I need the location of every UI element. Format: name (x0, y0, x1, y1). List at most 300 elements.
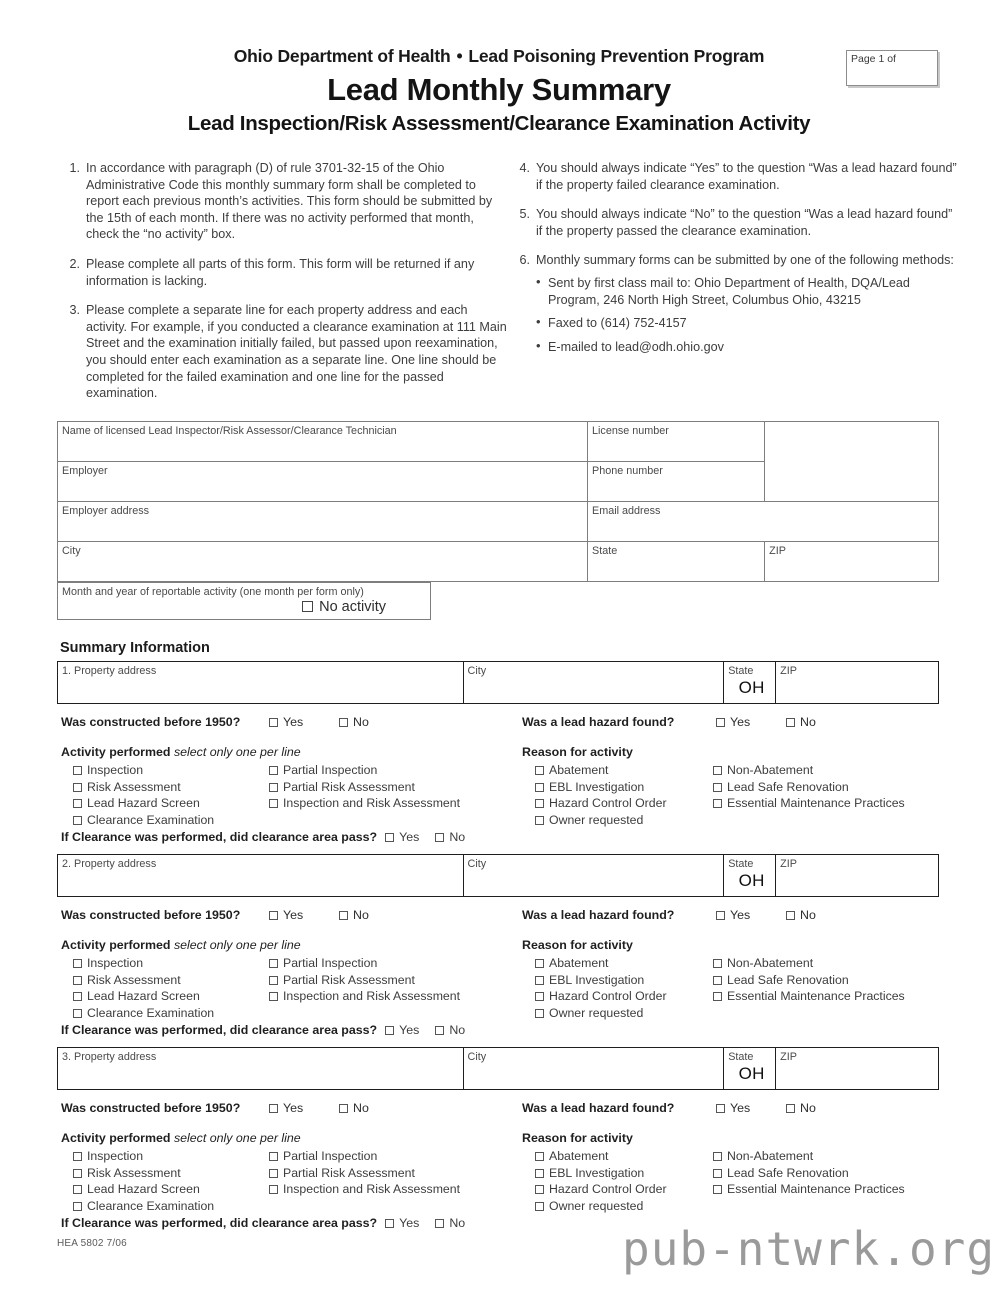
activity-lead-hazard-screen-option[interactable] (73, 989, 200, 1003)
field-employer[interactable] (58, 462, 588, 502)
reason-non-abatement-option[interactable] (713, 956, 813, 970)
checkbox-row (57, 1182, 939, 1199)
clearance-yes-checkbox[interactable] (385, 1026, 394, 1035)
instruction-item (60, 256, 510, 289)
field-inspector-name[interactable] (58, 422, 588, 462)
checkbox-row (57, 973, 939, 990)
activity-inspection-checkbox[interactable] (73, 959, 82, 968)
lead-hazard-found-label: Was a lead hazard found? (522, 1101, 675, 1115)
activity-risk-assessment-option[interactable] (73, 1166, 181, 1180)
table-row (58, 662, 939, 704)
clearance-no-option[interactable] (435, 1216, 465, 1230)
option-label: Yes (730, 908, 751, 922)
reason-essential-maintenance-practices-checkbox[interactable] (713, 992, 722, 1001)
instruction-text: Please complete a separate line for each property address and each activity. For example, if you conducted a clearance examination at 111 Main Street and the examination initially failed, but passed upon reexamination, you should enter each examination as a separate line. One line should be completed for the failed examination and one line for the passed examination. (86, 303, 507, 401)
checkbox-row (57, 1166, 939, 1183)
no-activity-checkbox[interactable] (302, 601, 313, 612)
option-label: No (353, 715, 369, 729)
reason-owner-requested-option[interactable] (535, 1199, 643, 1213)
checkbox-grid (57, 956, 939, 1022)
submission-method-item (536, 275, 960, 308)
activity-clearance-examination-checkbox[interactable] (73, 1009, 82, 1018)
activity-inspection-and-risk-assessment-option[interactable] (269, 989, 460, 1003)
option-label: Abatement (549, 956, 609, 970)
option-label: Owner requested (549, 1198, 644, 1213)
reason-for-activity-title: Reason for activity (522, 1131, 633, 1145)
activity-partial-inspection-option[interactable] (269, 763, 377, 777)
option-label: Partial Inspection (283, 763, 378, 777)
reason-ebl-investigation-option[interactable] (535, 1166, 644, 1180)
reason-ebl-investigation-option[interactable] (535, 973, 644, 987)
reason-essential-maintenance-practices-option[interactable] (713, 989, 905, 1003)
activity-partial-inspection-checkbox[interactable] (269, 766, 278, 775)
header-separator-dot: • (456, 46, 463, 66)
option-label: EBL Investigation (549, 1165, 645, 1180)
reason-ebl-investigation-checkbox[interactable] (535, 976, 544, 985)
instruction-text: You should always indicate “Yes” to the question “Was a lead hazard found” if the property failed clearance examination. (536, 161, 957, 192)
reason-abatement-checkbox[interactable] (535, 959, 544, 968)
activity-clearance-examination-checkbox[interactable] (73, 1202, 82, 1211)
option-label: Hazard Control Order (549, 796, 667, 810)
checkbox-row (57, 1006, 939, 1023)
activity-partial-inspection-checkbox[interactable] (269, 959, 278, 968)
yes-no-question-row (57, 908, 939, 925)
clearance-pass-row (61, 830, 939, 844)
activity-lead-hazard-screen-checkbox[interactable] (73, 992, 82, 1001)
activity-hint-text: select only one per line (173, 938, 301, 952)
option-label: No (449, 1216, 466, 1230)
field-label: Name of licensed Lead Inspector/Risk Assessor/Clearance Technician (62, 425, 397, 437)
field-label: ZIP (769, 545, 786, 557)
constructed-yes-checkbox[interactable] (269, 718, 278, 727)
no-activity-label: No activity (319, 599, 386, 615)
page-subtitle: Lead Inspection/Risk Assessment/Clearance Examination Activity (187, 112, 811, 135)
activity-title-text: Activity performed (61, 938, 171, 952)
reason-lead-safe-renovation-option[interactable] (713, 973, 849, 987)
reason-abatement-option[interactable] (535, 956, 608, 970)
activity-risk-assessment-checkbox[interactable] (73, 783, 82, 792)
reason-abatement-option[interactable] (535, 763, 608, 777)
hazard-yes-checkbox[interactable] (716, 718, 725, 727)
field-label: Employer (62, 465, 108, 477)
form-code: HEA 5802 7/06 (57, 1238, 127, 1249)
activity-clearance-examination-option[interactable] (73, 813, 214, 827)
constructed-yes-option[interactable] (269, 1101, 303, 1115)
checkbox-row (57, 813, 939, 830)
clearance-no-checkbox[interactable] (435, 1026, 444, 1035)
field-phone-number[interactable] (588, 462, 765, 502)
activity-inspection-and-risk-assessment-checkbox[interactable] (269, 799, 278, 808)
constructed-yes-option[interactable] (269, 715, 303, 729)
hazard-yes-option[interactable] (716, 715, 750, 729)
hazard-no-option[interactable] (786, 1101, 816, 1115)
field-label: Email address (592, 505, 661, 517)
reason-abatement-checkbox[interactable] (535, 766, 544, 775)
field-label: License number (592, 425, 669, 437)
clearance-yes-option[interactable] (385, 1023, 419, 1037)
clearance-no-option[interactable] (435, 830, 465, 844)
instruction-number: 2. (69, 256, 80, 271)
submission-method-item (536, 315, 960, 332)
field-label: ZIP (780, 1051, 797, 1063)
state-value: OH (738, 678, 765, 697)
option-label: Abatement (549, 763, 609, 777)
option-label: Risk Assessment (87, 1165, 181, 1180)
field-state[interactable] (588, 542, 765, 582)
instruction-text: You should always indicate “No” to the question “Was a lead hazard found” if the property passed the clearance examination. (536, 207, 953, 238)
reason-ebl-investigation-checkbox[interactable] (535, 1169, 544, 1178)
field-zip[interactable] (765, 542, 939, 582)
activity-reason-section (57, 1131, 939, 1230)
instruction-item (510, 252, 960, 355)
lead-hazard-found-label: Was a lead hazard found? (522, 908, 675, 922)
reason-lead-safe-renovation-checkbox[interactable] (713, 1169, 722, 1178)
option-label: Essential Maintenance Practices (727, 1182, 905, 1196)
field-label: State (728, 858, 754, 870)
submission-method-text: Sent by first class mail to: Ohio Department of Health, DQA/Lead Program, 246 North High Street, Columbus Ohio, 43215 (548, 275, 910, 307)
activity-risk-assessment-checkbox[interactable] (73, 1169, 82, 1178)
hazard-no-checkbox[interactable] (786, 911, 795, 920)
table-row (58, 502, 939, 542)
field-label: City (62, 545, 81, 557)
field-property-address[interactable] (58, 855, 464, 897)
lead-hazard-found-label: Was a lead hazard found? (522, 715, 675, 729)
field-label: Phone number (592, 465, 663, 477)
activity-partial-risk-assessment-option[interactable] (269, 780, 415, 794)
activity-partial-risk-assessment-checkbox[interactable] (269, 783, 278, 792)
no-activity-option[interactable] (302, 599, 386, 615)
page-number-box[interactable] (846, 50, 938, 86)
instruction-number: 5. (519, 207, 530, 222)
submission-method-text: E-mailed to lead@odh.ohio.gov (548, 339, 724, 354)
activity-inspection-option[interactable] (73, 763, 143, 777)
option-label: EBL Investigation (549, 972, 645, 987)
activity-performed-title (61, 938, 301, 952)
option-label: Lead Hazard Screen (87, 796, 200, 810)
field-employer-address[interactable] (58, 502, 588, 542)
submission-method-item (536, 339, 960, 356)
instruction-item (510, 160, 960, 193)
property-address-table (57, 854, 939, 897)
option-label: Yes (399, 1216, 420, 1230)
field-email-address[interactable] (588, 502, 939, 542)
option-label: Yes (283, 1101, 304, 1115)
option-label: Hazard Control Order (549, 989, 667, 1003)
constructed-no-option[interactable] (339, 1101, 369, 1115)
field-city[interactable] (58, 542, 588, 582)
activity-partial-risk-assessment-checkbox[interactable] (269, 976, 278, 985)
reason-hazard-control-order-option[interactable] (535, 989, 667, 1003)
reason-lead-safe-renovation-checkbox[interactable] (713, 783, 722, 792)
activity-inspection-and-risk-assessment-option[interactable] (269, 1182, 460, 1196)
option-label: Abatement (549, 1149, 609, 1163)
inspector-info-table (57, 421, 939, 582)
reason-abatement-checkbox[interactable] (535, 1152, 544, 1161)
property-block-3 (57, 1047, 939, 1230)
activity-performed-title (61, 745, 301, 759)
activity-clearance-examination-checkbox[interactable] (73, 816, 82, 825)
reason-lead-safe-renovation-option[interactable] (713, 1166, 849, 1180)
page-title: Lead Monthly Summary (327, 72, 671, 107)
checkbox-grid (57, 763, 939, 829)
option-label: Yes (730, 715, 751, 729)
clearance-pass-label: If Clearance was performed, did clearance area pass? (61, 1216, 378, 1230)
option-label: Lead Safe Renovation (727, 1165, 849, 1180)
option-label: No (800, 1101, 816, 1115)
option-label: No (449, 830, 466, 844)
property-block-1 (57, 661, 939, 844)
option-label: Clearance Examination (87, 1005, 215, 1020)
field-property-zip[interactable] (776, 662, 939, 704)
field-property-state[interactable] (724, 855, 776, 897)
field-label: City (467, 665, 487, 677)
option-label: Lead Hazard Screen (87, 989, 200, 1003)
reason-for-activity-title: Reason for activity (522, 745, 633, 759)
field-license-number[interactable] (588, 422, 765, 462)
clearance-no-checkbox[interactable] (435, 1219, 444, 1228)
activity-partial-inspection-checkbox[interactable] (269, 1152, 278, 1161)
activity-partial-inspection-option[interactable] (269, 1149, 377, 1163)
option-label: Partial Risk Assessment (283, 779, 415, 794)
activity-partial-risk-assessment-checkbox[interactable] (269, 1169, 278, 1178)
option-label: Partial Risk Assessment (283, 1165, 415, 1180)
option-label: Yes (283, 715, 304, 729)
activity-partial-risk-assessment-option[interactable] (269, 1166, 415, 1180)
reason-hazard-control-order-option[interactable] (535, 1182, 667, 1196)
option-label: Inspection and Risk Assessment (283, 989, 461, 1003)
activity-lead-hazard-screen-option[interactable] (73, 796, 200, 810)
clearance-pass-label: If Clearance was performed, did clearance area pass? (61, 1023, 378, 1037)
state-value: OH (738, 1064, 765, 1083)
submission-methods-list (536, 275, 960, 355)
instruction-number: 3. (69, 303, 80, 318)
state-value: OH (738, 871, 765, 890)
activity-inspection-option[interactable] (73, 1149, 143, 1163)
checkbox-row (57, 1199, 939, 1216)
option-label: Essential Maintenance Practices (727, 796, 905, 810)
hazard-no-option[interactable] (786, 908, 816, 922)
activity-clearance-examination-option[interactable] (73, 1006, 214, 1020)
summary-heading: Summary Information (60, 640, 210, 656)
reason-abatement-option[interactable] (535, 1149, 608, 1163)
field-property-zip[interactable] (776, 855, 939, 897)
checkbox-row (57, 1149, 939, 1166)
activity-risk-assessment-checkbox[interactable] (73, 976, 82, 985)
option-label: Yes (283, 908, 304, 922)
instruction-text: In accordance with paragraph (D) of rule 3701-32-15 of the Ohio Administrative Code this monthly summary form shall be completed to report each previous month’s activities. This form should be submitted by the 15th of each month. If there was no activity performed that month, check the “no activity” box. (86, 161, 493, 242)
checkbox-row (57, 763, 939, 780)
option-label: Partial Risk Assessment (283, 972, 415, 987)
reason-owner-requested-option[interactable] (535, 1006, 643, 1020)
yes-no-question-row (57, 715, 939, 732)
activity-lead-hazard-screen-checkbox[interactable] (73, 799, 82, 808)
header-program-name: Lead Poisoning Prevention Program (468, 46, 765, 66)
activity-risk-assessment-option[interactable] (73, 780, 181, 794)
option-label: Partial Inspection (283, 1149, 378, 1163)
bullet-icon: • (536, 314, 541, 330)
reason-lead-safe-renovation-checkbox[interactable] (713, 976, 722, 985)
checkbox-grid (57, 1149, 939, 1215)
field-label: 2. Property address (62, 858, 157, 870)
option-label: Inspection and Risk Assessment (283, 1182, 461, 1196)
watermark: pub-ntwrk.org (622, 1222, 996, 1276)
field-property-zip[interactable] (776, 1048, 939, 1090)
field-property-address[interactable] (58, 1048, 464, 1090)
reason-owner-requested-checkbox[interactable] (535, 816, 544, 825)
option-label: Non-Abatement (727, 956, 814, 970)
reason-hazard-control-order-checkbox[interactable] (535, 992, 544, 1001)
clearance-no-checkbox[interactable] (435, 833, 444, 842)
clearance-yes-checkbox[interactable] (385, 833, 394, 842)
month-year-box[interactable] (57, 582, 431, 620)
reason-ebl-investigation-option[interactable] (535, 780, 644, 794)
field-label: 1. Property address (62, 665, 157, 677)
field-label: State (728, 665, 754, 677)
field-label: City (467, 1051, 487, 1063)
reason-ebl-investigation-checkbox[interactable] (535, 783, 544, 792)
option-label: Non-Abatement (727, 1149, 814, 1163)
reason-essential-maintenance-practices-checkbox[interactable] (713, 1185, 722, 1194)
instruction-item (60, 302, 510, 402)
checkbox-row (57, 796, 939, 813)
activity-inspection-and-risk-assessment-option[interactable] (269, 796, 460, 810)
reason-non-abatement-checkbox[interactable] (713, 1152, 722, 1161)
hazard-yes-checkbox[interactable] (716, 911, 725, 920)
instruction-text: Please complete all parts of this form. This form will be returned if any information is lacking. (86, 256, 475, 288)
month-year-label: Month and year of reportable activity (one month per form only) (62, 586, 364, 598)
checkbox-row (57, 956, 939, 973)
constructed-no-option[interactable] (339, 715, 369, 729)
activity-partial-inspection-option[interactable] (269, 956, 377, 970)
option-label: EBL Investigation (549, 779, 645, 794)
field-property-city[interactable] (463, 662, 724, 704)
option-label: Yes (399, 1023, 420, 1037)
reason-hazard-control-order-option[interactable] (535, 796, 667, 810)
reason-non-abatement-option[interactable] (713, 1149, 813, 1163)
header-org-name: Ohio Department of Health (233, 46, 451, 66)
option-label: Inspection (87, 956, 144, 970)
activity-inspection-checkbox[interactable] (73, 766, 82, 775)
reason-hazard-control-order-checkbox[interactable] (535, 799, 544, 808)
field-label: Employer address (62, 505, 150, 517)
constructed-before-1950-label: Was constructed before 1950? (61, 715, 241, 729)
option-label: No (353, 1101, 369, 1115)
hazard-yes-option[interactable] (716, 908, 750, 922)
activity-clearance-examination-option[interactable] (73, 1199, 214, 1213)
activity-inspection-option[interactable] (73, 956, 143, 970)
field-label: State (592, 545, 618, 557)
activity-title-text: Activity performed (61, 1131, 171, 1145)
constructed-yes-checkbox[interactable] (269, 911, 278, 920)
hazard-yes-checkbox[interactable] (716, 1104, 725, 1113)
hazard-no-checkbox[interactable] (786, 1104, 795, 1113)
field-label: ZIP (780, 665, 797, 677)
activity-inspection-and-risk-assessment-checkbox[interactable] (269, 992, 278, 1001)
option-label: Yes (399, 830, 420, 844)
constructed-no-checkbox[interactable] (339, 911, 348, 920)
constructed-no-option[interactable] (339, 908, 369, 922)
option-label: Risk Assessment (87, 972, 181, 987)
activity-title-text: Activity performed (61, 745, 171, 759)
field-label: 3. Property address (62, 1051, 157, 1063)
option-label: Non-Abatement (727, 763, 814, 777)
clearance-yes-option[interactable] (385, 830, 419, 844)
option-label: Yes (730, 1101, 751, 1115)
reason-non-abatement-checkbox[interactable] (713, 766, 722, 775)
table-row (58, 462, 939, 502)
instruction-text: Monthly summary forms can be submitted by one of the following methods: (536, 253, 954, 268)
clearance-no-option[interactable] (435, 1023, 465, 1037)
activity-inspection-checkbox[interactable] (73, 1152, 82, 1161)
hazard-no-option[interactable] (786, 715, 816, 729)
option-label: Owner requested (549, 812, 644, 827)
activity-hint-text: select only one per line (173, 1131, 301, 1145)
activity-inspection-and-risk-assessment-checkbox[interactable] (269, 1185, 278, 1194)
hazard-yes-option[interactable] (716, 1101, 750, 1115)
checkbox-row (57, 989, 939, 1006)
activity-risk-assessment-option[interactable] (73, 973, 181, 987)
instruction-number: 6. (519, 253, 530, 268)
constructed-yes-option[interactable] (269, 908, 303, 922)
constructed-no-checkbox[interactable] (339, 718, 348, 727)
yes-no-question-row (57, 1101, 939, 1118)
reason-owner-requested-checkbox[interactable] (535, 1202, 544, 1211)
checkbox-row (57, 780, 939, 797)
activity-partial-risk-assessment-option[interactable] (269, 973, 415, 987)
constructed-no-checkbox[interactable] (339, 1104, 348, 1113)
hazard-no-checkbox[interactable] (786, 718, 795, 727)
constructed-yes-checkbox[interactable] (269, 1104, 278, 1113)
option-label: Essential Maintenance Practices (727, 989, 905, 1003)
reason-lead-safe-renovation-option[interactable] (713, 780, 849, 794)
option-label: Inspection (87, 1149, 144, 1163)
property-address-table (57, 661, 939, 704)
reason-essential-maintenance-practices-option[interactable] (713, 1182, 905, 1196)
constructed-before-1950-label: Was constructed before 1950? (61, 908, 241, 922)
activity-hint-text: select only one per line (173, 745, 301, 759)
option-label: Clearance Examination (87, 1198, 215, 1213)
option-label: No (353, 908, 369, 922)
bullet-icon: • (536, 273, 541, 289)
option-label: Hazard Control Order (549, 1182, 667, 1196)
page-number-label: Page 1 of (851, 53, 896, 65)
option-label: No (800, 908, 816, 922)
table-row (58, 422, 939, 462)
reason-essential-maintenance-practices-option[interactable] (713, 796, 905, 810)
field-property-state[interactable] (724, 1048, 776, 1090)
field-label: City (467, 858, 487, 870)
reason-essential-maintenance-practices-checkbox[interactable] (713, 799, 722, 808)
clearance-yes-option[interactable] (385, 1216, 419, 1230)
field-property-state[interactable] (724, 662, 776, 704)
option-label: Owner requested (549, 1005, 644, 1020)
activity-lead-hazard-screen-option[interactable] (73, 1182, 200, 1196)
instruction-item (60, 160, 510, 243)
option-label: Lead Hazard Screen (87, 1182, 200, 1196)
clearance-yes-checkbox[interactable] (385, 1219, 394, 1228)
field-property-city[interactable] (463, 855, 724, 897)
reason-owner-requested-checkbox[interactable] (535, 1009, 544, 1018)
field-label: State (728, 1051, 754, 1063)
reason-non-abatement-option[interactable] (713, 763, 813, 777)
reason-non-abatement-checkbox[interactable] (713, 959, 722, 968)
reason-owner-requested-option[interactable] (535, 813, 643, 827)
field-property-address[interactable] (58, 662, 464, 704)
activity-lead-hazard-screen-checkbox[interactable] (73, 1185, 82, 1194)
property-block-2 (57, 854, 939, 1037)
field-property-city[interactable] (463, 1048, 724, 1090)
reason-hazard-control-order-checkbox[interactable] (535, 1185, 544, 1194)
